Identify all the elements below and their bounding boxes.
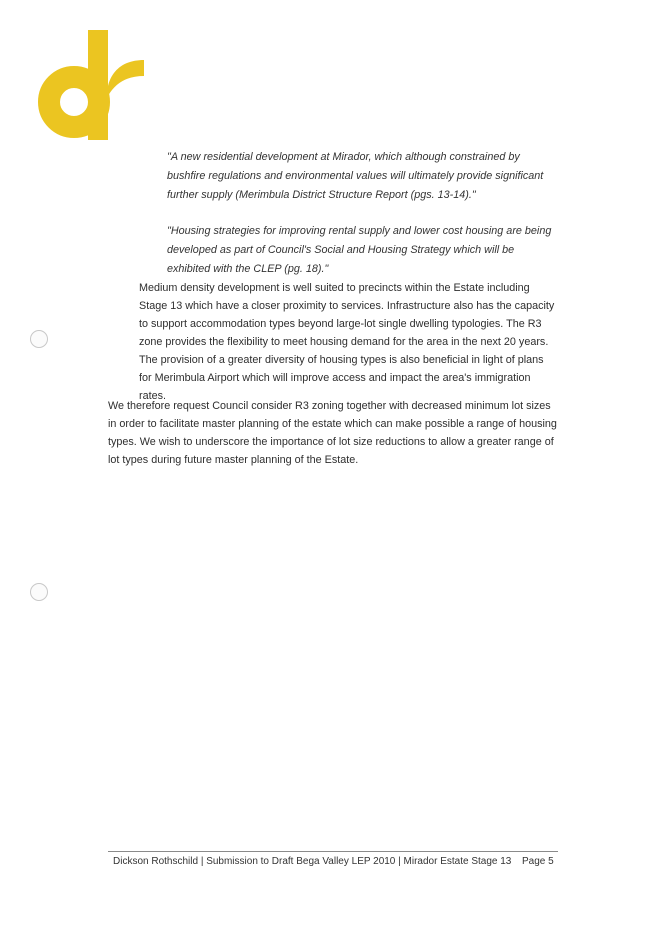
- paragraph-medium-density: Medium density development is well suited to precincts within the Estate including Stage 13 which have a closer proximity to services. Infrastructure also has the capacity to support accommodation types beyond large-lot single dwelling typologies. The R3 zone provides the flexibility to meet housing demand for the area in the next 20 years. The provision of a greater diversity of housing types is also beneficial in light of plans for Merimbula Airport which will improve access and impact the area's immigration rates.: [139, 282, 555, 402]
- dickson-rothschild-logo: [36, 24, 148, 142]
- footer-text: Dickson Rothschild | Submission to Draft Bega Valley LEP 2010 | Mirador Estate Stage 13: [113, 856, 512, 867]
- quote-structure-report: "A new residential development at Mirador, which although constrained by bushfire regulations and environmental values will ultimately provide significant further supply (Merimbula District Structure Report (pgs. 13-14).": [167, 151, 544, 201]
- paragraph-request: We therefore request Council consider R3 zoning together with decreased minimum lot sizes in order to facilitate master planning of the estate which can make possible a range of housing types. We wish to underscore the importance of lot size reductions to allow a greater range of lot types during future master planning of the Estate.: [108, 400, 557, 466]
- punch-hole-upper: [30, 330, 48, 348]
- page-number: Page 5: [522, 856, 554, 867]
- quote-housing-strategy: "Housing strategies for improving rental supply and lower cost housing are being developed as part of Council's Social and Housing Strategy which will be exhibited with the CLEP (pg. 18).": [167, 225, 552, 275]
- punch-hole-lower: [30, 583, 48, 601]
- logo-d-stem: [88, 30, 108, 140]
- logo-r-arm: [108, 60, 144, 96]
- footer-rule: [108, 851, 558, 852]
